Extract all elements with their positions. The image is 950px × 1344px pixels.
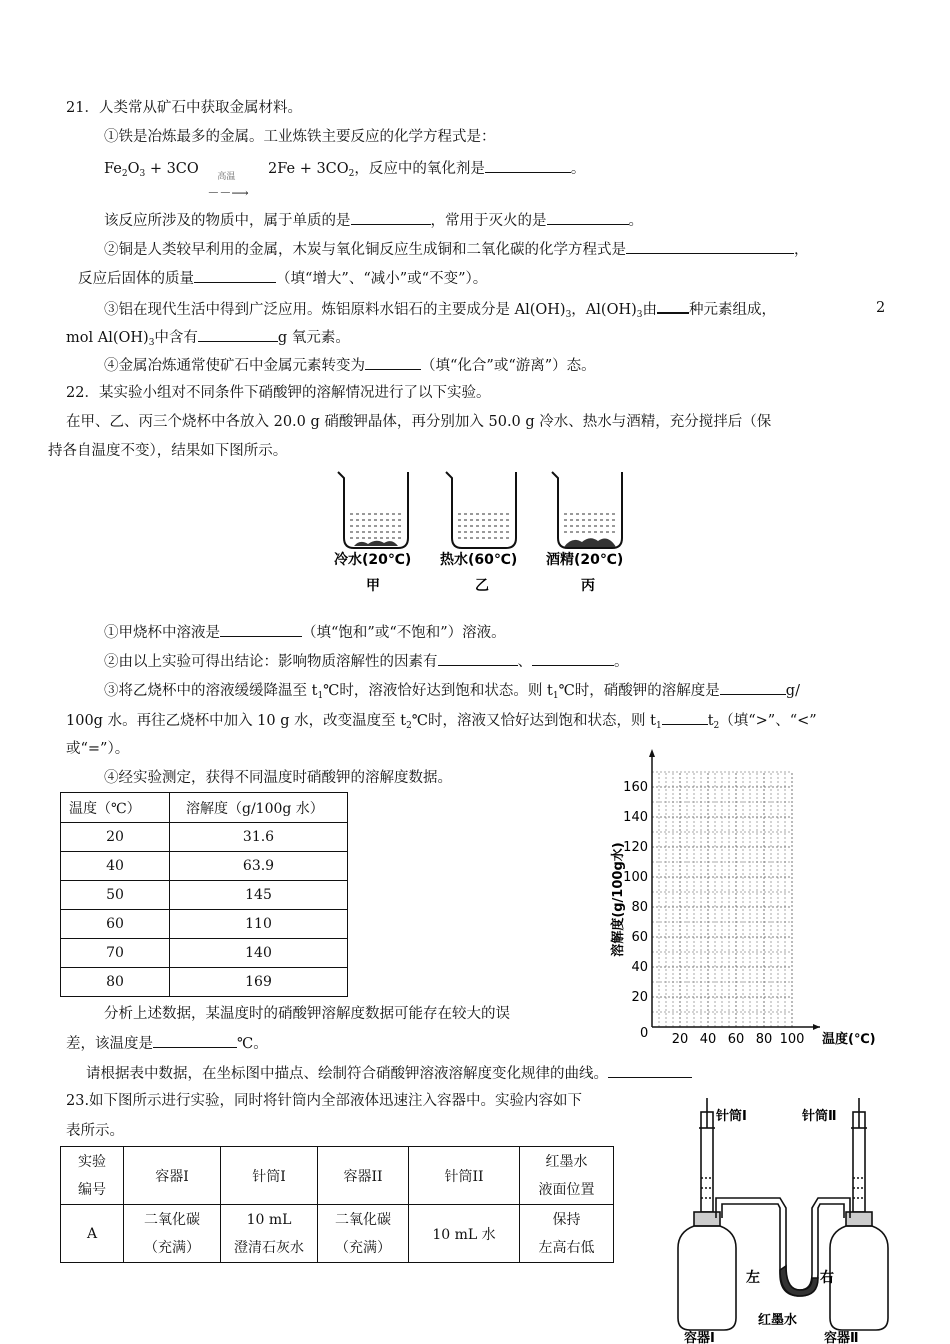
beaker-label-jia: 冷水(20℃) [334,552,412,568]
experiment-table [60,1146,614,1263]
x-tick-label: 80 [755,1032,773,1047]
table-header: 实验 编号 [61,1147,124,1205]
blank-element-count[interactable] [657,298,689,314]
label-container-1: 容器Ⅰ [684,1331,715,1344]
y-axis-arrow [649,749,655,757]
blank-state[interactable] [365,355,421,370]
label-syringe-2: 针筒Ⅱ [802,1109,837,1124]
y-tick-label: 140 [623,810,648,825]
blank-solubility[interactable] [720,680,786,695]
x-axis-label: 温度(℃) [822,1032,876,1047]
table-cell: 40 [61,852,170,881]
y-tick-label: 120 [623,840,648,855]
table-header: 红墨水 液面位置 [520,1147,614,1205]
x-tick-label: 20 [671,1032,689,1047]
y-tick-label: 60 [631,930,648,945]
table-cell: 10 mL 澄清石灰水 [221,1205,318,1263]
beaker-name-yi: 乙 [475,578,489,594]
table-header: 针筒I [221,1147,318,1205]
q21-equation: $Fe_2O_3 + 3CO$ 高温 －－⟶ $2Fe + 3CO_2$，反应中的氧化剂是 。 [104,158,585,184]
table-cell: 31.6 [170,823,348,852]
beaker-name-jia: 甲 [366,578,380,594]
y-axis-label: 溶解度(g/100g水) [611,842,626,957]
blank-mass[interactable] [194,268,276,283]
blank-factor-1[interactable] [438,651,518,666]
table-cell: 50 [61,881,170,910]
x-axis-arrow [813,1024,820,1030]
beaker-jia [338,472,408,548]
q23-title2: 表所示。 [66,1123,124,1139]
table-cell: 60 [61,910,170,939]
q22-a3: 请根据表中数据，在坐标图中描点、绘制符合硝酸钾溶液溶解度变化规律的曲线。 [86,1063,692,1084]
blank-element[interactable] [351,210,431,225]
table-cell: 80 [61,968,170,997]
label-syringe-1: 针筒Ⅰ [716,1109,747,1124]
blank-cu-equation[interactable] [626,239,794,254]
table-cell: 140 [170,939,348,968]
syringe-1 [699,1098,715,1212]
q22-s3b: 100g 水。再往乙烧杯中加入 10 g 水，改变温度至 $t_2℃$时，溶液又恰好达到饱和状态，则 $t_1$ $t_2$（填“>”、“<” [66,710,817,736]
container-1 [678,1212,736,1330]
solubility-chart[interactable] [600,745,890,1050]
solubility-table [60,792,348,997]
table-cell: A [61,1205,124,1263]
blank-extinguish[interactable] [547,210,629,225]
blank-error-temp[interactable] [153,1033,237,1048]
container-2 [830,1212,888,1330]
q21-p3b: mol $Al(OH)_3$中含有 g 氧元素。 [66,327,350,353]
beaker-bing [552,472,622,548]
q21-p4: ④金属冶炼通常使矿石中金属元素转变为 （填“化合”或“游离”）态。 [104,355,596,376]
q22-a2: 差，该温度是 ℃。 [66,1033,268,1054]
table-cell: 110 [170,910,348,939]
q22-s1: ①甲烧杯中溶液是 （填“饱和”或“不饱和”）溶液。 [104,622,506,643]
blank-oxygen-mass[interactable] [198,327,278,342]
beaker-yi [446,472,516,548]
table-cell: 145 [170,881,348,910]
q22-s2: ②由以上实验可得出结论：影响物质溶解性的因素有 、 。 [104,651,629,672]
table-cell: 10 mL 水 [409,1205,520,1263]
x-tick-label: 100 [779,1032,805,1047]
q21-p3-num: 2 [876,300,886,316]
x-tick-label: 60 [727,1032,745,1047]
syringe-2 [851,1098,867,1212]
y-tick-label: 100 [623,870,648,885]
table-header: 针筒II [409,1147,520,1205]
q22-s4: ④经实验测定，获得不同温度时硝酸钾的溶解度数据。 [104,770,452,786]
beaker-name-bing: 丙 [581,578,595,594]
blank-curve[interactable] [608,1063,692,1078]
table-cell: 169 [170,968,348,997]
blank-factor-2[interactable] [532,651,614,666]
blank-saturated[interactable] [220,622,302,637]
q21-title: 21．人类常从矿石中获取金属材料。 [66,100,302,116]
q21-p2: ②铜是人类较早利用的金属，木炭与氧化铜反应生成铜和二氧化碳的化学方程式是 ， [104,239,809,260]
q22-title: 22．某实验小组对不同条件下硝酸钾的溶解情况进行了以下实验。 [66,385,491,401]
label-ink: 红墨水 [758,1313,798,1328]
y-tick-label: 40 [631,960,648,975]
x-tick-label: 40 [699,1032,717,1047]
label-container-2: 容器Ⅱ [824,1331,859,1344]
table-cell: 二氧化碳 （充满） [124,1205,221,1263]
beaker-label-yi: 热水(60℃) [440,552,518,568]
q22-s3: ③将乙烧杯中的溶液缓缓降温至 $t_1℃$时，溶液恰好达到饱和状态。则 $t_1℃$时，硝酸钾的溶解度是 g/ [104,680,800,706]
beaker-label-bing: 酒精(20℃) [546,552,624,568]
table-cell: 70 [61,939,170,968]
table-header: 容器I [124,1147,221,1205]
table-cell: 63.9 [170,852,348,881]
blank-compare[interactable] [662,710,708,725]
q21-p3: ③铝在现代生活中得到广泛应用。炼铝原料水铝石的主要成分是 $Al(OH)_3$，$Al(OH)_3$由 种元素组成， [104,298,776,325]
q21-p1: ①铁是冶炼最多的金属。工业炼铁主要反应的化学方程式是： [104,129,496,145]
q22-intro1: 在甲、乙、丙三个烧杯中各放入 20.0 g 硝酸钾晶体，再分别加入 50.0 g 冷水、热水与酒精，充分搅拌后（保 [66,414,772,430]
q22-a1: 分析上述数据，某温度时的硝酸钾溶解度数据可能存在较大的误 [104,1006,510,1022]
q21-p2b: 反应后固体的质量 （填“增大”、“减小”或“不变”）。 [78,268,487,289]
table-cell: 20 [61,823,170,852]
table-header: 容器II [318,1147,409,1205]
beakers-figure [330,466,630,596]
q23-title1: 23.如下图所示进行实验，同时将针筒内全部液体迅速注入容器中。实验内容如下 [66,1093,583,1109]
table-cell: 二氧化碳 （充满） [318,1205,409,1263]
y-tick-label: 160 [623,780,648,795]
q22-intro2: 持各自温度不变），结果如下图所示。 [48,443,288,459]
table-header: 溶解度（g/100g 水） [170,793,348,823]
q22-s3c: 或“=”）。 [66,741,130,757]
y-tick-label: 20 [631,990,648,1005]
apparatus-figure [668,1098,900,1344]
y-tick-label: 80 [631,900,648,915]
origin-label: 0 [640,1026,649,1041]
label-right: 右 [820,1270,834,1286]
q21-p1b: 该反应所涉及的物质中，属于单质的是 ，常用于灭火的是 。 [104,210,643,231]
label-left: 左 [746,1270,760,1286]
table-header: 温度（℃） [61,793,170,823]
table-cell: 保持 左高右低 [520,1205,614,1263]
